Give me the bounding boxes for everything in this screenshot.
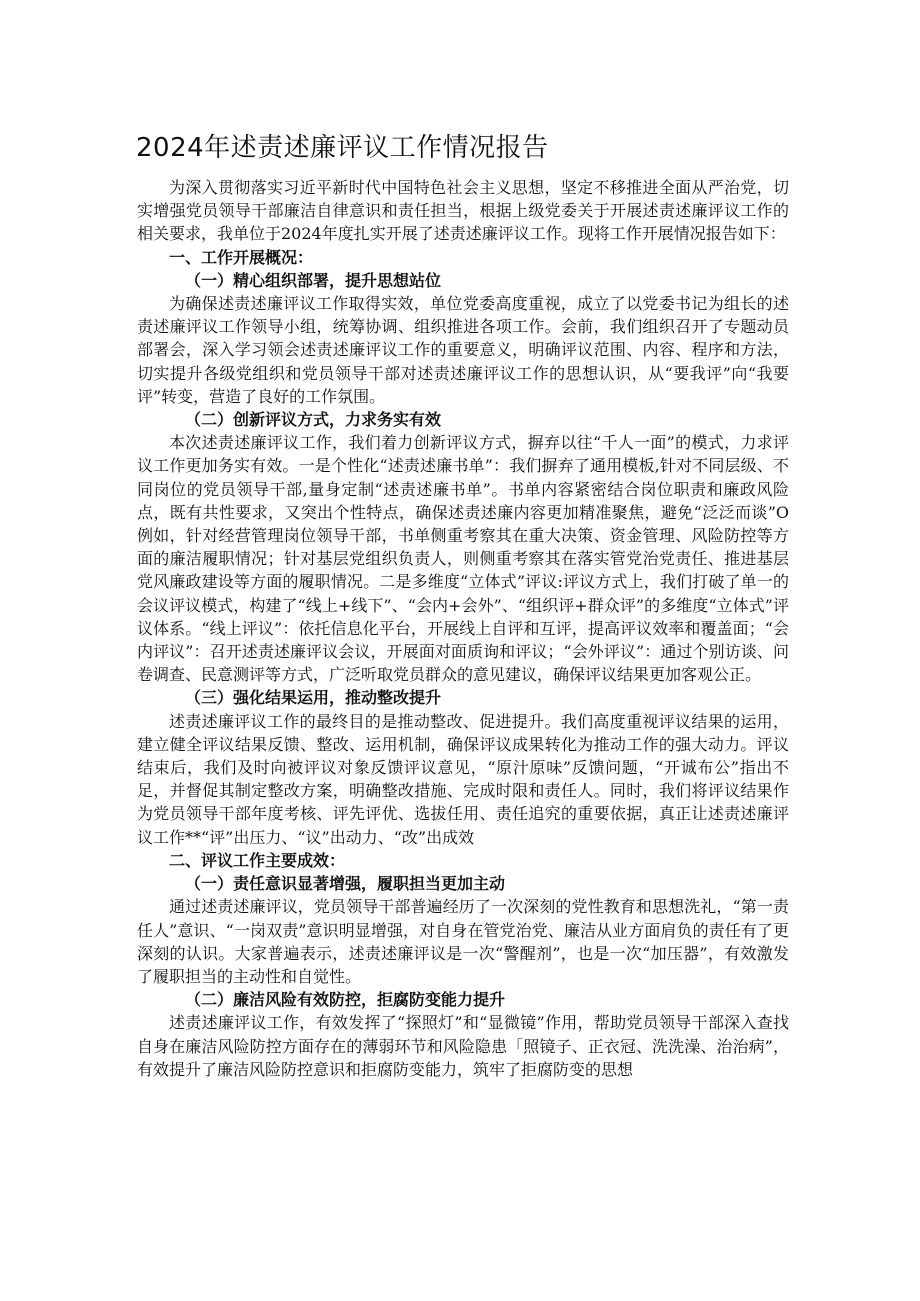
section-heading-1: 一、工作开展概况：: [169, 247, 314, 267]
subsection-heading-2-2: （二）廉洁风险有效防控，拒腐防变能力提升: [185, 990, 506, 1010]
subsection-heading-2-1: （一）责任意识显著增强，履职担当更加主动: [185, 874, 506, 894]
paragraph-1-2: 本次述责述廉评议工作，我们着力创新评议方式，摒弃以往“千人一面”的模式，力求评议工作更加务实有效。一是个性化“述责述廉书单”：我们摒弃了通用模板,针对不同层级、不同岗位的党员领导干部,量身定制“述责述廉书单”。书单内容紧密结合岗位职责和廉政风险点，既有共性要求，又突出个性特点，确保述责述廉内容更加精准聚焦，避免“泛泛而谈”O例如，针对经营管理岗位领导干部，书单侧重考察其在重大决策、资金管理、风险防控等方面的廉洁履职情况；针对基层党组织负责人，则侧重考察其在落实管党治党责任、推进基层党风廉政建设等方面的履职情况。二是多维度“立体式”评议:评议方式上，我们打破了单一的会议评议模式，构建了“线上+线下”、“会内+会外”、“组织评+群众评”的多维度“立体式”评议体系。“线上评议”：依托信息化平台，开展线上自评和互评，提高评议效率和覆盖面；“会内评议”：召开述责述廉评议会议，开展面对面质询和评议；“会外评议”：通过个别访谈、问卷调查、民意测评等方式，广泛听取党员群众的意见建议，确保评议结果更加客观公正。: [137, 433, 789, 685]
subsection-heading-1-3: （三）强化结果运用，推动整改提升: [185, 688, 442, 708]
intro-paragraph: 为深入贯彻落实习近平新时代中国特色社会主义思想，坚定不移推进全面从严治党，切实增强党员领导干部廉洁自律意识和责任担当，根据上级党委关于开展述责述廉评议工作的相关要求，我单位于2024年度扎实开展了述责述廉评议工作。现将工作开展情况报告如下：: [137, 178, 789, 244]
document-body: [137, 176, 789, 1081]
paragraph-1-1: 为确保述责述廉评议工作取得实效，单位党委高度重视，成立了以党委书记为组长的述责述廉评议工作领导小组，统筹协调、组织推进各项工作。会前，我们组织召开了专题动员部署会，深入学习领会述责述廉评议工作的重要意义，明确评议范围、内容、程序和方法，切实提升各级党组织和党员领导干部对述责述廉评议工作的思想认识，从“要我评”向“我要评”转变，营造了良好的工作氛围。: [137, 294, 789, 406]
section-heading-2: 二、评议工作主要成效：: [169, 850, 346, 870]
subsection-heading-1-2: （二）创新评议方式，力求务实有效: [185, 410, 442, 430]
paragraph-2-2: 述责述廉评议工作，有效发挥了“探照灯”和“显微镜”作用，帮助党员领导干部深入查找自身在廉洁风险防控方面存在的薄弱环节和风险隐患「照镜子、正衣冠、洗洗澡、治治病”，有效提升了廉洁风险防控意识和拒腐防变能力，筑牢了拒腐防变的思想: [137, 1013, 789, 1079]
document-title: 2024年述责述廉评议工作情况报告: [136, 133, 549, 163]
paragraph-2-1: 通过述责述廉评议，党员领导干部普遍经历了一次深刻的党性教育和思想洗礼，“第一责任人”意识、“一岗双责”意识明显增强，对自身在管党治党、廉洁从业方面肩负的责任有了更深刻的认识。大家普遍表示，述责述廉评议是一次“警醒剂”，也是一次“加压器”，有效激发了履职担当的主动性和自觉性。: [137, 897, 789, 986]
subsection-heading-1-1: （一）精心组织部署，提升思想站位: [185, 270, 442, 290]
paragraph-1-3: 述责述廉评议工作的最终目的是推动整改、促进提升。我们高度重视评议结果的运用，建立健全评议结果反馈、整改、运用机制，确保评议成果转化为推动工作的强大动力。评议结束后，我们及时向被评议对象反馈评议意见，“原汁原味”反馈问题，“开诚布公”指出不足，并督促其制定整改方案，明确整改措施、完成时限和责任人。同时，我们将评议结果作为党员领导干部年度考核、评先评优、选拔任用、责任追究的重要依据，真正让述责述廉评议工作**“评”出压力、“议”出动力、“改”出成效: [137, 711, 789, 847]
